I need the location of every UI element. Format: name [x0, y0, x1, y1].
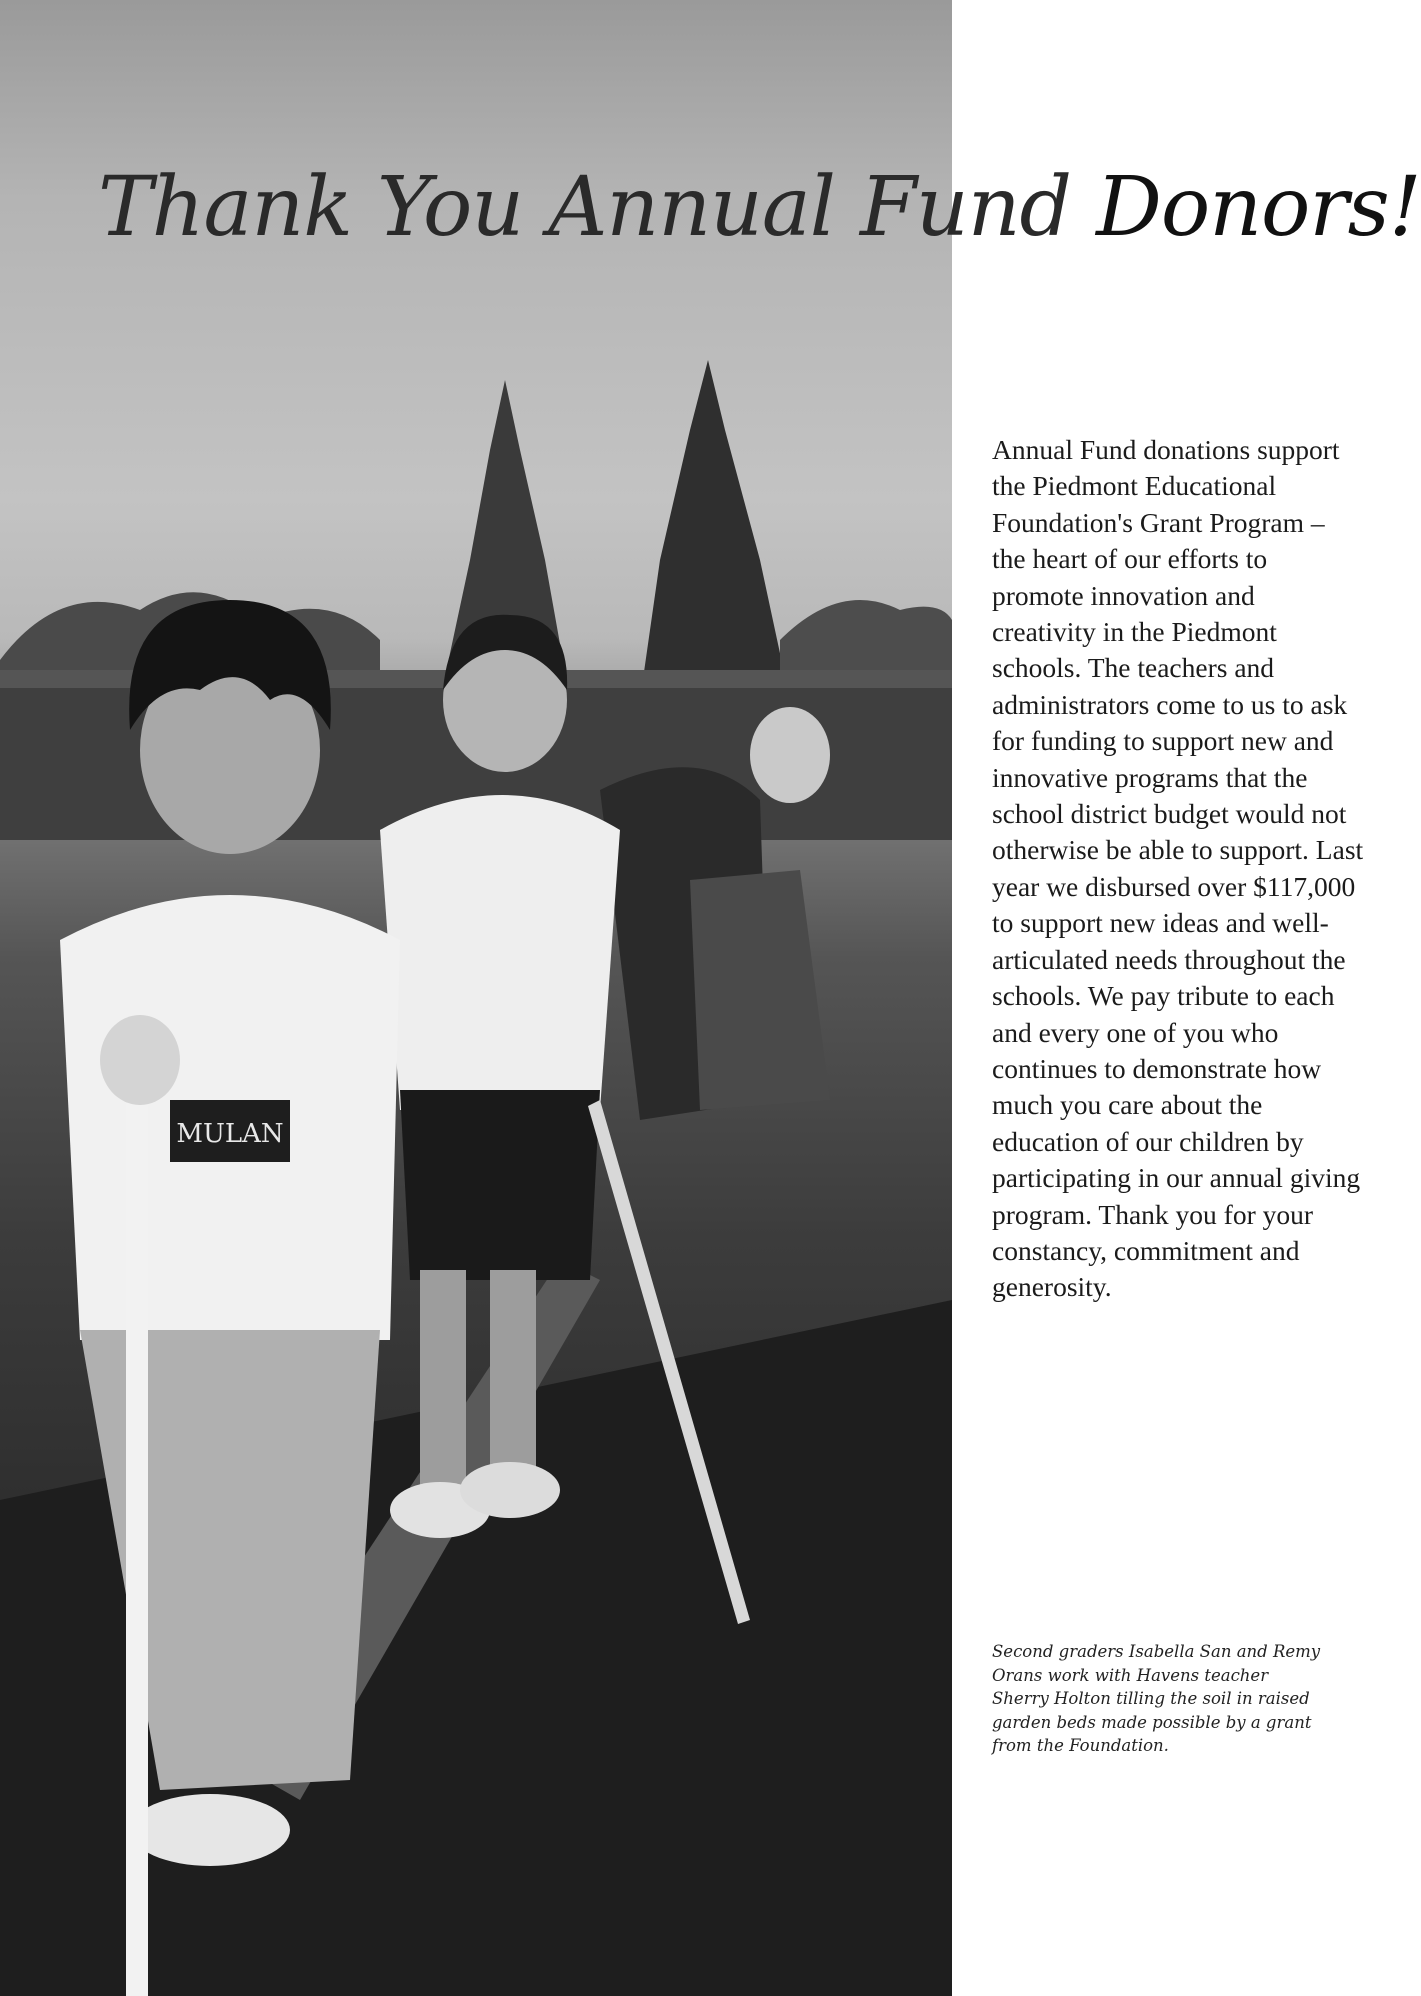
girl-hoe-handle — [126, 1080, 148, 1996]
tree-right — [640, 360, 790, 700]
teacher-head — [750, 707, 830, 803]
girl-hand — [100, 1015, 180, 1105]
child-back-body — [690, 870, 830, 1110]
boy-shorts — [400, 1090, 600, 1280]
body-text: Annual Fund donations support the Piedmont Educational Foundation's Grant Program – the heart of our efforts to promote innovation and creativity in the Piedmont schools. The teachers and administrators come to us to ask for funding to support new and innovative programs that the school district budget would not otherwise be able to support. Last year we disbursed over $117,000 to support new ideas and well-articulated needs throughout the schools. We pay tribute to each and every one of you who continues to demonstrate how much you care about the education of our children by participating in our annual giving program. Thank you for your constancy, commitment and generosity. — [992, 434, 1364, 1303]
headline-part2: Donors! — [1096, 160, 1421, 255]
girl-shirt-print-text: MULAN — [176, 1119, 284, 1149]
photo-caption: Second graders Isabella San and Remy Orans work with Havens teacher Sherry Holton tilling the soil in raised garden beds made possible by a grant from the Foundation. — [992, 1642, 1321, 1755]
boy-shirt — [380, 795, 620, 1110]
girl-shoe — [130, 1794, 290, 1866]
boy-leg-left — [420, 1270, 466, 1490]
headline — [98, 160, 1421, 255]
boy-shoe-right — [460, 1462, 560, 1518]
headline-part1: Thank You Annual Fund — [98, 160, 1097, 255]
boy-leg-right — [490, 1270, 536, 1480]
